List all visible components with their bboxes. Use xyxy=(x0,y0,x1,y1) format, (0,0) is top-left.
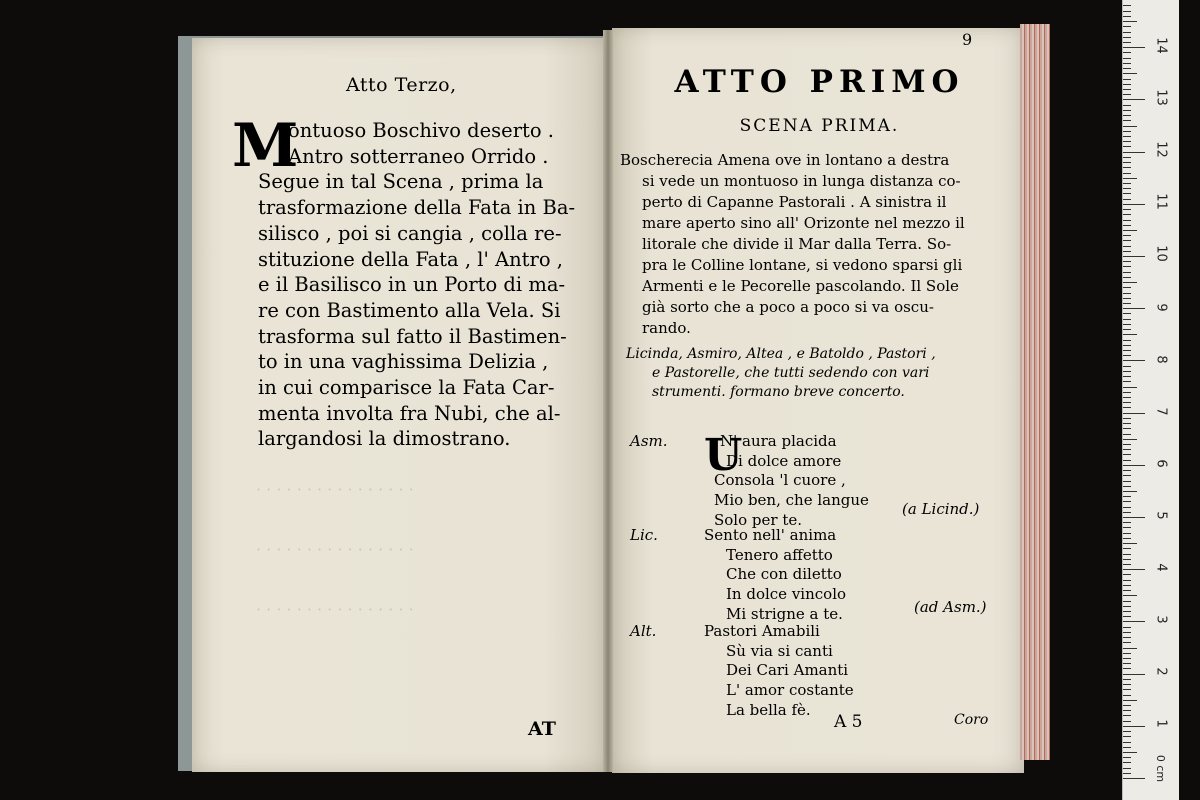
show-through-text: · · · · · · · · · · · · · · · · xyxy=(256,540,414,559)
ruler-number: 5 xyxy=(1153,511,1169,520)
speaker-label: Lic. xyxy=(630,526,658,544)
ruler-tick xyxy=(1123,63,1131,64)
text-line: litorale che divide il Mar dalla Terra. So- xyxy=(642,235,952,253)
ruler-tick xyxy=(1123,251,1131,252)
ruler-tick xyxy=(1123,606,1131,607)
act-title: ATTO PRIMO xyxy=(674,64,965,100)
ruler-tick xyxy=(1123,428,1131,429)
ruler-tick xyxy=(1123,449,1131,450)
ruler-tick xyxy=(1123,773,1131,774)
ruler-number: 1 xyxy=(1153,719,1169,728)
ruler-tick xyxy=(1123,564,1131,565)
ruler-tick xyxy=(1123,152,1145,153)
ruler-tick xyxy=(1123,115,1131,116)
ruler-number: 7 xyxy=(1153,407,1169,416)
verse-line: Sento nell' anima xyxy=(704,526,837,544)
ruler-tick xyxy=(1123,293,1131,294)
show-through-text: · · · · · · · · · · · · · · · · xyxy=(256,600,414,619)
ruler-number: 9 xyxy=(1153,303,1169,312)
ruler-tick xyxy=(1123,481,1131,482)
ruler-tick xyxy=(1123,569,1145,570)
ruler-tick xyxy=(1123,434,1131,435)
ruler-tick xyxy=(1123,266,1131,267)
ruler-unit-label: 0 cm xyxy=(1154,754,1168,783)
ruler-tick xyxy=(1123,94,1131,95)
ruler-number: 11 xyxy=(1153,193,1169,210)
verse-lines xyxy=(704,622,854,721)
speaker-label: Asm. xyxy=(630,432,668,450)
ruler-tick xyxy=(1123,345,1131,346)
ruler-tick xyxy=(1123,32,1131,33)
ruler-tick xyxy=(1123,37,1131,38)
ruler-number: 10 xyxy=(1153,245,1169,262)
text-line: Boscherecia Amena ove in lontano a destra xyxy=(620,151,950,169)
ruler-tick xyxy=(1123,298,1131,299)
show-through-text: · · · · · · · · · · · · · · · · xyxy=(256,480,414,499)
ruler-tick xyxy=(1123,721,1131,722)
ruler-tick xyxy=(1123,726,1145,727)
left-catchword: AT xyxy=(528,718,556,740)
text-line: e il Basilisco in un Porto di ma- xyxy=(258,273,566,297)
ruler-tick xyxy=(1123,246,1131,247)
characters-list xyxy=(626,345,1016,402)
stage-aside: (a Licind.) xyxy=(902,500,980,518)
ruler-tick xyxy=(1123,517,1145,518)
ruler-tick xyxy=(1123,527,1131,528)
ruler-tick xyxy=(1123,507,1131,508)
ruler-tick xyxy=(1123,580,1131,581)
ruler-tick xyxy=(1123,423,1131,424)
ruler-tick xyxy=(1123,188,1131,189)
ruler-number: 13 xyxy=(1153,89,1169,106)
text-line: strumenti. formano breve concerto. xyxy=(652,384,905,400)
text-line: in cui comparisce la Fata Car- xyxy=(258,376,555,400)
verse-line: In dolce vincolo xyxy=(726,585,847,604)
text-line: Antro sotterraneo Orrido . xyxy=(288,144,549,168)
ruler-tick xyxy=(1123,585,1131,586)
ruler-tick xyxy=(1123,392,1131,393)
ruler-tick xyxy=(1123,167,1131,168)
ruler-tick xyxy=(1123,538,1131,539)
text-line: trasformazione della Fata in Ba- xyxy=(258,196,576,220)
ruler-tick xyxy=(1123,731,1131,732)
ruler-tick xyxy=(1123,648,1137,649)
ruler-tick xyxy=(1123,26,1131,27)
ruler-tick xyxy=(1123,256,1145,257)
ruler-tick xyxy=(1123,329,1131,330)
ruler-tick xyxy=(1123,559,1131,560)
text-line: menta involta fra Nubi, che al- xyxy=(258,401,561,425)
ruler-number: 14 xyxy=(1153,37,1169,54)
ruler-tick xyxy=(1123,752,1137,753)
ruler-tick xyxy=(1123,79,1131,80)
ruler-tick xyxy=(1123,178,1137,179)
ruler-tick xyxy=(1123,42,1131,43)
ruler-tick xyxy=(1123,58,1131,59)
ruler-tick xyxy=(1123,460,1131,461)
ruler-tick xyxy=(1123,668,1131,669)
text-line: largandosi la dimostrano. xyxy=(258,427,511,451)
ruler-tick xyxy=(1123,68,1131,69)
ruler-tick xyxy=(1123,105,1131,106)
ruler-tick xyxy=(1123,642,1131,643)
ruler-tick xyxy=(1123,762,1131,763)
ruler-tick xyxy=(1123,679,1131,680)
ruler-tick xyxy=(1123,684,1131,685)
signature-mark: A 5 xyxy=(834,712,863,732)
ruler-tick xyxy=(1123,637,1131,638)
ruler-tick xyxy=(1123,277,1131,278)
ruler-tick xyxy=(1123,444,1131,445)
text-line: silisco , poi si cangia , colla re- xyxy=(258,221,562,245)
ruler-tick xyxy=(1123,627,1131,628)
ruler-tick xyxy=(1123,543,1137,544)
ruler-tick xyxy=(1123,146,1131,147)
ruler-tick xyxy=(1123,313,1131,314)
ruler-tick xyxy=(1123,674,1145,675)
ruler-tick xyxy=(1123,747,1131,748)
ruler-tick xyxy=(1123,616,1131,617)
verse-line: Pastori Amabili xyxy=(704,622,820,640)
text-line: rando. xyxy=(642,319,691,337)
ruler-number: 12 xyxy=(1153,141,1169,158)
measuring-ruler xyxy=(1122,0,1179,800)
ruler-tick xyxy=(1123,334,1137,335)
ruler-tick xyxy=(1123,590,1131,591)
book-gutter xyxy=(603,30,613,772)
ruler-tick xyxy=(1123,47,1145,48)
ruler-tick xyxy=(1123,366,1131,367)
ruler-tick xyxy=(1123,621,1145,622)
ruler-tick xyxy=(1123,715,1131,716)
ruler-tick xyxy=(1123,282,1137,283)
verse-drop-cap: U xyxy=(704,430,743,481)
ruler-tick xyxy=(1123,193,1131,194)
text-line: pra le Colline lontane, si vedono sparsi gli xyxy=(642,256,963,274)
ruler-tick xyxy=(1123,324,1131,325)
ruler-tick xyxy=(1123,73,1137,74)
verse-lines xyxy=(704,526,846,625)
text-line: si vede un montuoso in lunga distanza co- xyxy=(642,172,961,190)
left-page-body xyxy=(258,118,603,452)
ruler-tick xyxy=(1123,84,1131,85)
ruler-tick xyxy=(1123,16,1131,17)
ruler-number: 2 xyxy=(1153,667,1169,676)
stage-aside: (ad Asm.) xyxy=(914,598,987,616)
ruler-tick xyxy=(1123,710,1131,711)
ruler-number: 6 xyxy=(1153,459,1169,468)
page-edges-red xyxy=(1020,24,1050,760)
ruler-tick xyxy=(1123,272,1131,273)
verse-line: La bella fè. xyxy=(726,700,811,719)
ruler-tick xyxy=(1123,491,1137,492)
verse-line: Mio ben, che langue xyxy=(714,491,869,510)
ruler-tick xyxy=(1123,522,1131,523)
verse-line: Tenero affetto xyxy=(726,545,833,564)
ruler-tick xyxy=(1123,700,1137,701)
ruler-tick xyxy=(1123,308,1145,309)
ruler-tick xyxy=(1123,601,1131,602)
ruler-tick xyxy=(1123,554,1131,555)
ruler-tick xyxy=(1123,220,1131,221)
text-line: Licinda, Asmiro, Altea , e Batoldo , Pastori , xyxy=(626,346,936,362)
ruler-tick xyxy=(1123,397,1131,398)
scene-description xyxy=(620,150,1015,339)
verse-lines xyxy=(714,432,869,531)
ruler-tick xyxy=(1123,355,1131,356)
ruler-tick xyxy=(1123,225,1131,226)
ruler-tick xyxy=(1123,632,1131,633)
ruler-tick xyxy=(1123,141,1131,142)
ruler-tick xyxy=(1123,183,1131,184)
ruler-tick xyxy=(1123,261,1131,262)
ruler-tick xyxy=(1123,501,1131,502)
ruler-tick xyxy=(1123,11,1131,12)
ruler-tick xyxy=(1123,465,1145,466)
ruler-tick xyxy=(1123,360,1145,361)
ruler-tick xyxy=(1123,454,1131,455)
ruler-number: 4 xyxy=(1153,563,1169,572)
ruler-tick xyxy=(1123,595,1137,596)
ruler-tick xyxy=(1123,340,1131,341)
ruler-tick xyxy=(1123,136,1131,137)
left-page-header: Atto Terzo, xyxy=(346,74,457,96)
ruler-tick xyxy=(1123,548,1131,549)
ruler-number: 8 xyxy=(1153,355,1169,364)
ruler-tick xyxy=(1123,287,1131,288)
ruler-tick xyxy=(1123,611,1131,612)
ruler-tick xyxy=(1123,407,1131,408)
verse-line: L' amor costante xyxy=(726,681,854,700)
ruler-tick xyxy=(1123,240,1131,241)
speaker-label: Alt. xyxy=(630,622,657,640)
ruler-tick xyxy=(1123,512,1131,513)
text-line: ontuoso Boschivo deserto . xyxy=(288,119,554,142)
ruler-tick xyxy=(1123,574,1131,575)
ruler-tick xyxy=(1123,89,1131,90)
text-line: già sorto che a poco a poco si va oscu- xyxy=(642,298,934,316)
ruler-tick xyxy=(1123,653,1131,654)
ruler-tick xyxy=(1123,663,1131,664)
scene-heading: SCENA PRIMA. xyxy=(739,116,900,136)
ruler-tick xyxy=(1123,230,1137,231)
ruler-tick xyxy=(1123,742,1131,743)
text-line: to in una vaghissima Delizia , xyxy=(258,350,549,374)
ruler-tick xyxy=(1123,214,1131,215)
ruler-tick xyxy=(1123,110,1131,111)
text-line: Armenti e le Pecorelle pascolando. Il Sole xyxy=(642,277,959,295)
text-line: trasforma sul fatto il Bastimen- xyxy=(258,324,567,348)
verse-line: Solo per te. xyxy=(714,510,802,529)
ruler-tick xyxy=(1123,470,1131,471)
verse-line: N' aura placida xyxy=(720,432,837,450)
ruler-tick xyxy=(1123,376,1131,377)
ruler-tick xyxy=(1123,768,1131,769)
verse-asmiro xyxy=(630,432,1016,532)
ruler-tick xyxy=(1123,778,1145,779)
ruler-tick xyxy=(1123,173,1131,174)
ruler-tick xyxy=(1123,439,1137,440)
text-line: mare aperto sino all' Orizonte nel mezzo il xyxy=(642,214,965,232)
text-line: stituzione della Fata , l' Antro , xyxy=(258,247,563,271)
verse-line: Sù via si canti xyxy=(726,641,833,660)
right-catchword: Coro xyxy=(954,712,989,728)
ruler-tick xyxy=(1123,381,1131,382)
verse-altea xyxy=(630,622,1016,722)
ruler-tick xyxy=(1123,21,1137,22)
ruler-tick xyxy=(1123,402,1131,403)
text-line: Segue in tal Scena , prima la xyxy=(258,170,544,194)
ruler-tick xyxy=(1123,303,1131,304)
ruler-tick xyxy=(1123,209,1131,210)
ruler-tick xyxy=(1123,157,1131,158)
ruler-tick xyxy=(1123,387,1137,388)
ruler-tick xyxy=(1123,235,1131,236)
ruler-tick xyxy=(1123,131,1131,132)
text-line: perto di Capanne Pastorali . A sinistra il xyxy=(642,193,947,211)
ruler-tick xyxy=(1123,486,1131,487)
ruler-tick xyxy=(1123,350,1131,351)
ruler-tick xyxy=(1123,5,1131,6)
ruler-tick xyxy=(1123,658,1131,659)
ruler-tick xyxy=(1123,199,1131,200)
text-line: e Pastorelle, che tutti sedendo con vari xyxy=(652,365,930,381)
ruler-tick xyxy=(1123,695,1131,696)
left-drop-cap: M xyxy=(232,111,299,181)
ruler-tick xyxy=(1123,52,1131,53)
ruler-number: 3 xyxy=(1153,615,1169,624)
ruler-tick xyxy=(1123,757,1131,758)
verse-line: Di dolce amore xyxy=(726,451,842,470)
ruler-tick xyxy=(1123,413,1145,414)
verse-licinda xyxy=(630,526,1016,626)
ruler-tick xyxy=(1123,533,1131,534)
verse-line: Consola 'l cuore , xyxy=(714,471,846,490)
ruler-tick xyxy=(1123,99,1145,100)
ruler-tick xyxy=(1123,126,1137,127)
ruler-tick xyxy=(1123,496,1131,497)
ruler-tick xyxy=(1123,120,1131,121)
ruler-tick xyxy=(1123,705,1131,706)
ruler-tick xyxy=(1123,736,1131,737)
ruler-tick xyxy=(1123,418,1131,419)
page-number: 9 xyxy=(962,30,973,49)
text-line: re con Bastimento alla Vela. Si xyxy=(258,298,561,322)
ruler-tick xyxy=(1123,689,1131,690)
ruler-tick xyxy=(1123,319,1131,320)
verse-line: Dei Cari Amanti xyxy=(726,661,849,680)
ruler-tick xyxy=(1123,204,1145,205)
ruler-tick xyxy=(1123,371,1131,372)
ruler-tick xyxy=(1123,162,1131,163)
ruler-tick xyxy=(1123,475,1131,476)
verse-line: Che con diletto xyxy=(726,565,842,584)
verse-line: Mi strigne a te. xyxy=(726,604,843,623)
